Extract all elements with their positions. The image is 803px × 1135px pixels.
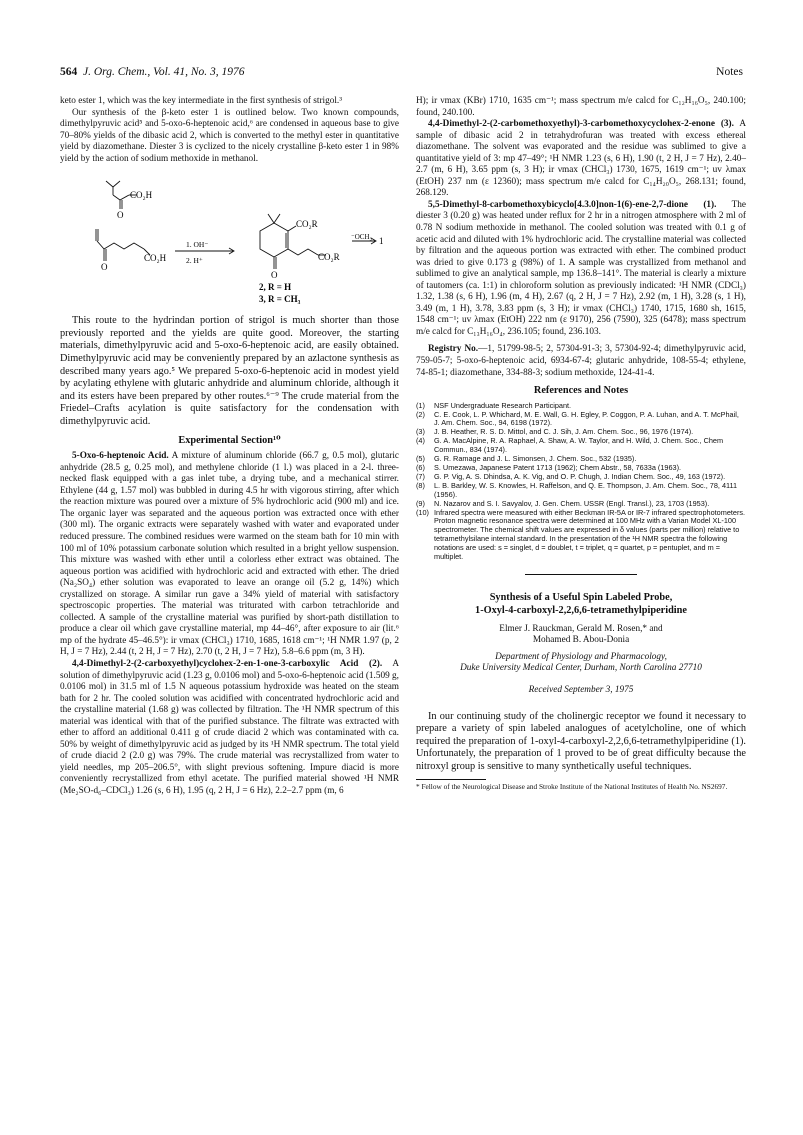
- running-header: [60, 66, 743, 82]
- scheme-label-2: 2, R = H: [259, 282, 292, 293]
- affiliation: [416, 652, 746, 675]
- scheme-co2h-top: CO₂H: [130, 190, 153, 201]
- reaction-scheme: [60, 169, 399, 309]
- authors-line-2: Mohamed B. Abou-Donia: [532, 635, 630, 646]
- reference-item: (10) Infrared spectra were measured with either Beckman IR-5A or IR-7 infrared spectrophotometers. Proton magnetic resonance spectra were determined at 100 MHz with a Varian Model XL-100 spectrometer. The chemical shift values are expressed in δ values (parts per million) relative to tetramethylsilane internal standard. In the presentation of the ¹H NMR spectra the following notations are used: s = singlet, d = doublet, t = triplet, q = quartet, p = pentuplet, and m = multiplet.: [416, 507, 746, 562]
- header-citation: [60, 66, 245, 78]
- received-date: Received September 3, 1975: [528, 684, 634, 695]
- scheme-o-top: O: [117, 210, 124, 221]
- compound-heading: 5,5-Dimethyl-8-carbomethoxybicyclo[4.3.0]non-1(6)-ene-2,7-dione (1).: [428, 199, 717, 210]
- experimental-text: A mixture of aluminum chloride (66.7 g, 0.5 mol), glutaric anhydride (28.5 g, 0.25 mol), and methylene chloride (1 l.) was placed in a 2-l. three-necked flask equipped with a gas inlet tube, a drying tube, and a mechanical stirrer. Ethylene (44 g, 1.57 mol) was bubbled in during 4.5 hr with vigorous stirring, after which the reaction mixture was poured over a mixture of 5% hydrochloric acid (900 ml) and ice. The organic layer was separated and the aqueous portion was extracted once with ether (300 ml). The organic extracts were separately washed with water and evaporated under reduced pressure. The combined residues were warmed on the steam bath for 10 min with 100 ml of 10% potassium carbonate solution which resulted in a bright yellow suspension. This mixture was washed with ether until a colorless ether extract was obtained. The aqueous portion was acidified with hydrochloric acid and extracted with ether. The dried (Na₂SO₄) ether solution was evaporated to leave an orange oil (5.2 g, 14%) which crystallized on storage. A similar run gave a 34% yield of material with satisfactory spectroscopic properties. The material was triturated with carbon tetrachloride and collected. A sample of the crystalline material was purified by short-path distillation to produce a clear oil which gave crystalline material, mp 44–46°, after exposure to air (lit.⁶ mp of the hydrate 45–46.5°): ir νmax (CHCl₃) 1710, 1685, 1618 cm⁻¹; ¹H NMR 1.97 (p, 2 H, J = 7 Hz), 2.44 (t, 2 H, J = 7 Hz), 2.70 (t, 2 H, J = 7 Hz), 5.8–6.6 ppm (m, 3 H).: [60, 451, 399, 658]
- experimental-paragraph: [416, 200, 746, 339]
- scheme-label-3: 3, R = CH₃: [259, 294, 301, 305]
- reference-item: (8) L. B. Barkley, W. S. Knowles, H. Raffelson, and Q. E. Thompson, J. Am. Chem. Soc., 78, 4111 (1956).: [416, 480, 738, 499]
- affiliation-line-1: Department of Physiology and Pharmacology,: [495, 651, 667, 662]
- experimental-paragraph: [416, 119, 746, 200]
- compound-heading: 4,4-Dimethyl-2-(2-carboxyethyl)cyclohex-2-en-1-one-3-carboxylic Acid (2).: [72, 659, 383, 670]
- scheme-o-ring: O: [271, 270, 278, 281]
- scheme-product: 1: [379, 236, 384, 247]
- registry-heading: Registry No.: [428, 344, 479, 355]
- right-column: [416, 96, 746, 791]
- journal-name: J. Org. Chem.,: [83, 66, 151, 78]
- compound-heading: 5-Oxo-6-heptenoic Acid.: [72, 451, 169, 462]
- affiliation-line-2: Duke University Medical Center, Durham, North Carolina 27710: [460, 663, 702, 674]
- scheme-co2h-bottom: CO₂H: [144, 253, 167, 264]
- reference-item: (3) J. B. Heather, R. S. D. Mittol, and C. J. Sih, J. Am. Chem. Soc., 96, 1976 (1974).: [416, 427, 694, 437]
- article-divider: [525, 574, 637, 575]
- experimental-text: A sample of dibasic acid 2 in tetrahydrofuran was treated with excess ethereal diazomethane. The solvent was evaporated and the residue was sublimed to give a quantitative yield of 3: mp 47–49°; ¹H NMR 1.23 (s, 6 H), 1.90 (t, 2 H, J = 7 Hz), 2.40–2.7 (m, 6 H), 3.65 ppm (s, 3 H); ir νmax (CHCl₃) 1730, 1675, 1619 cm⁻¹; uv λmax (EtOH) 237 nm (ε 12360); mass spectrum m/e calcd for C₁₄H₂₀O₅, 268.131; found, 268.129.: [416, 119, 746, 199]
- reference-item: (1) NSF Undergraduate Research Participant.: [416, 400, 572, 410]
- paragraph: This route to the hydrindan portion of strigol is much shorter than those previously reported and the yields are quite good. Moreover, the starting materials, dimethylpyruvic acid and 5-oxo-6-heptenoic acid, are easily obtained. Dimethylpyruvic acid may be conveniently prepared by an azlactone synthesis as described many years ago.⁵ We prepared 5-oxo-6-heptenoic acid in modest yield by acylating ethylene with glutaric anhydride and aluminum chloride, although it and its esters have been prepared by other routes.⁶⁻⁹ The crude material from the Friedel–Crafts acylation is quite satisfactory for the condensation with dimethylpyruvic acid.: [60, 315, 399, 428]
- experimental-text: A solution of dimethylpyruvic acid (1.23 g, 0.0106 mol) and 5-oxo-6-heptenoic acid (1.509 g, 0.0106 mol) in 31.5 ml of 1.5 N aqueous potassium hydroxide was heated on the steam bath for 2 hr. The cooled solution was acidified with concentrated hydrochloric acid and the crystalline material (1.68 g) was collected by filtration. The ¹H NMR spectrum of this material was identical with that of the purified substance. The filtrate was extracted with ether to afford an additional 0.411 g of crude diacid 2 which was contaminated with ca. 50% by weight of dimethylpyruvic acid as judged by its ¹H NMR spectrum. The total yield of crude diacid 2 (2.0 g) was 79%. The crude material was recrystallized from water to yield needles, mp 205–206.5°, with slight previous softening. Impure diacid is more conveniently recrystallized from ethyl acetate. The purified material showed ¹H NMR (Me₂SO-d₆–CDCl₃) 1.26 (s, 6 H), 1.95 (q, 2 H, J = 6 Hz), 2.2–2.7 ppm (m, 6: [60, 659, 400, 797]
- references-heading: References and Notes: [533, 385, 629, 397]
- reference-item: (6) S. Umezawa, Japanese Patent 1713 (1962); Chem Abstr., 58, 7633a (1963).: [416, 463, 682, 473]
- experimental-text: The diester 3 (0.20 g) was heated under reflux for 2 hr in a nitrogen atmosphere with 2 ml of 0.78 N sodium methoxide in methanol. The cooled solution was treated with 0.1 g of acetic acid and diluted with 1% hydrochloric acid. The crystalline material was collected by filtration and the aqueous portion was extracted with ether. The combined product was dried to give 0.173 g (98%) of 1. A sample was crystallized from methanol and sublimed to give an analytical sample, mp 136.8–141°. The material is clearly a mixture of tautomers (ca. 1:1) in chloroform solution as previously indicated: ¹H NMR (CDCl₃) 1.32, 1.38 (s, 6 H), 1.96 (m, 4 H), 2.67 (q, 2 H, J = 7 Hz), 2.92 (m, 1 H), 3.28 (s, 1 H), 3.49 (m, 1 H), 3.78, 3.83 ppm (s, 3 H); ir νmax (CHCl₃) 1740, 1715, 1680 sh, 1615, 1548 cm⁻¹; uv λmax (EtOH) 222 nm (ε 9170), 256 (7590), 325 (6478); mass spectrum m/e calcd for C₁₃H₁₆O₄, 236.105; found, 236.103.: [416, 199, 746, 337]
- intro-paragraph: In our continuing study of the cholinergic receptor we found it necessary to prepare a variety of spin labeled analogues of acetylcholine, one of which required the preparation of 1-oxyl-4-carboxyl-2,2,6,6-tetramethylpiperidine (1). Unfortunately, the preparation of 1 proved to be of great difficulty because the nitroxyl group is sensitive to many synthetically useful techniques.: [416, 710, 746, 772]
- footnote: * Fellow of the Neurological Disease and Stroke Institute of the National Institutes of Health No. NS2697.: [416, 781, 728, 791]
- registry-numbers: [416, 344, 746, 379]
- authors-line-1: Elmer J. Rauckman, Gerald M. Rosen,* and: [499, 623, 663, 634]
- paragraph: H); ir νmax (KBr) 1710, 1635 cm⁻¹; mass spectrum m/e calcd for C₁₂H₁₆O₅, 240.100; found, 240.100.: [416, 96, 746, 118]
- journal-volume: Vol. 41,: [153, 66, 188, 78]
- compound-heading: 4,4-Dimethyl-2-(2-carbomethoxyethyl)-3-carbomethoxycyclohex-2-enone (3).: [428, 119, 734, 130]
- reference-item: (4) G. A. MacAlpine, R. A. Raphael, A. Shaw, A. W. Taylor, and H. Wild, J. Chem. Soc., Chem Commun., 834 (1974).: [416, 436, 724, 455]
- section-label: Notes: [716, 66, 743, 78]
- scheme-step2: 2. H⁺: [186, 256, 203, 266]
- registry-text: —1, 51799-98-5; 2, 57304-91-3; 3, 57304-92-4; dimethylpyruvic acid, 759-05-7; 5-oxo-6-heptenoic acid, 6934-67-4; glutaric anhydride, 108-55-4; ethylene, 74-85-1; diazomethane, 334-88-3; sodium methoxide, 124-41-4.: [416, 344, 746, 378]
- scheme-o-bottom: O: [101, 262, 108, 273]
- experimental-paragraph: [60, 451, 399, 659]
- paragraph: keto ester 1, which was the key intermediate in the first synthesis of strigol.³: [60, 96, 343, 106]
- authors: [416, 624, 746, 647]
- page-number: 564: [60, 66, 78, 78]
- experimental-paragraph: [60, 659, 399, 798]
- scheme-co2r-right: CO₂R: [318, 252, 340, 263]
- paragraph: Our synthesis of the β-keto ester 1 is outlined below. Two known compounds, dimethylpyruvic acid⁵ and 5-oxo-6-heptenoic acid,⁶ are condensed in aqueous base to give 70–80% yields of the dibasic acid 2, which is converted to the methyl ester in quantitative yield by diazomethane. Diester 3 is cyclized to the nicely crystalline β-keto ester 1 in 98% yield by the action of sodium methoxide in methanol.: [60, 107, 399, 164]
- reference-item: (2) C. E. Cook, L. P. Whichard, M. E. Wall, G. H. Egley, P. Coggon, P. A. Luhan, and A. T. McPhail, J. Am. Chem. Soc., 94, 6198 (1972).: [416, 409, 739, 428]
- reference-item: (9) N. Nazarov and S. I. Savyalov, J. Gen. Chem. USSR (Engl. Transl.), 23, 1703 (1953).: [416, 498, 710, 508]
- footnote-divider: [416, 779, 486, 780]
- reference-item: (7) G. P. Vig, A. S. Dhindsa, A. K. Vig, and O. P. Chugh, J. Indian Chem. Soc., 49, 163 (1972).: [416, 471, 726, 481]
- scheme-step1: 1. OH⁻: [186, 240, 209, 250]
- left-column: [60, 96, 399, 798]
- section-heading: Experimental Section¹⁰: [178, 434, 281, 446]
- article-title-line-2: 1-Oxyl-4-carboxyl-2,2,6,6-tetramethylpiperidine: [475, 604, 687, 616]
- journal-issue: No. 3, 1976: [190, 66, 245, 78]
- references-list: [416, 402, 746, 562]
- scheme-co2r-top: CO₂R: [296, 219, 318, 230]
- article-title: [416, 591, 746, 617]
- article-title-line-1: Synthesis of a Useful Spin Labeled Probe,: [489, 591, 673, 603]
- scheme-reagent: ⁻OCH₃: [351, 233, 372, 242]
- reference-item: (5) G. R. Ramage and J. L. Simonsen, J. Chem. Soc., 532 (1935).: [416, 454, 637, 464]
